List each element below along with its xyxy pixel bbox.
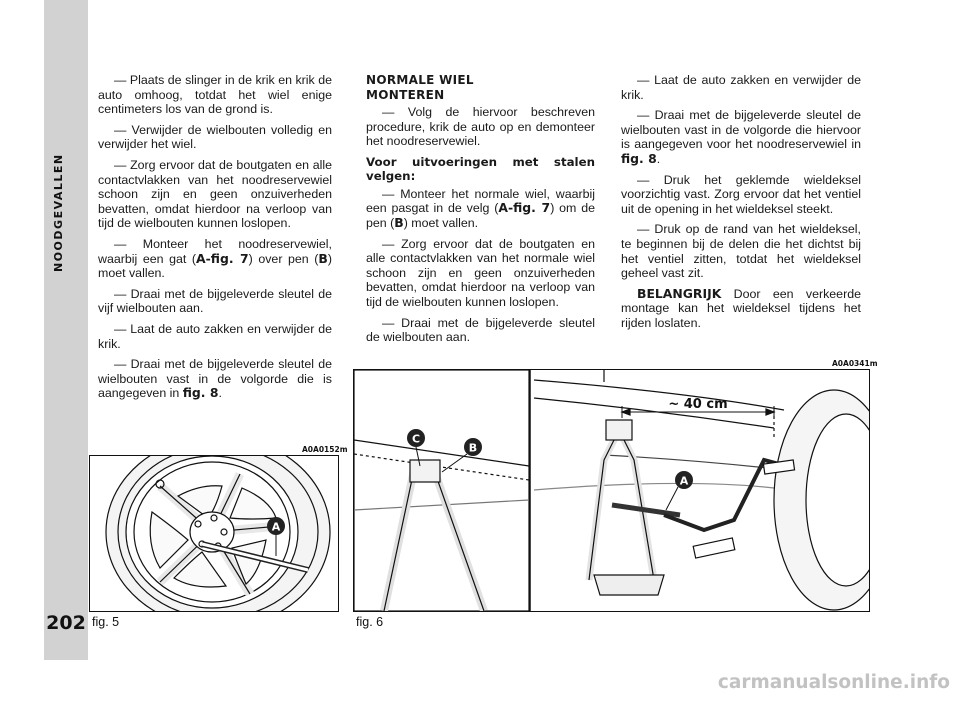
paragraph: — Draai met de bijgeleverde sleutel de wielbouten aan. bbox=[366, 315, 595, 345]
text-column-1 bbox=[98, 73, 332, 407]
figure-reference: A-fig. 7 bbox=[196, 250, 249, 266]
text-column-3 bbox=[621, 73, 861, 337]
heading-line: MONTEREN bbox=[366, 88, 445, 102]
paragraph bbox=[366, 187, 595, 231]
callout-c: C bbox=[411, 432, 421, 446]
text-run: . bbox=[656, 151, 661, 166]
text-run: — Monteer het normale wiel, waarbij een pasgat in de velg ( bbox=[366, 186, 595, 216]
section-title: NOODGEVALLEN bbox=[52, 153, 65, 272]
paragraph: — Laat de auto zakken en verwijder de krik. bbox=[621, 73, 861, 102]
subheading: Voor uitvoeringen met stalen velgen: bbox=[366, 154, 595, 184]
paragraph: — Draai met de bijgeleverde sleutel de vijf wielbouten aan. bbox=[98, 286, 332, 316]
callout-a: A bbox=[271, 520, 281, 534]
dimension-label: ~ 40 cm bbox=[668, 397, 728, 412]
part-reference: B bbox=[318, 250, 328, 266]
paragraph bbox=[621, 287, 861, 331]
figure-code: A0A0341m bbox=[832, 359, 878, 368]
paragraph bbox=[98, 357, 332, 401]
figure-code: A0A0152m bbox=[302, 445, 348, 454]
section-heading bbox=[366, 73, 595, 103]
heading-line: NORMALE WIEL bbox=[366, 73, 474, 87]
text-run: — Draai met de bijgeleverde sleutel de wielbouten vast in de volgorde die is aangegeven in bbox=[98, 357, 332, 401]
text-run: ) moet vallen. bbox=[98, 251, 333, 281]
paragraph: — Druk het geklemde wieldeksel voorzichtig vast. Zorg ervoor dat het ventiel uit de opening in het wieldeksel steekt. bbox=[621, 172, 861, 216]
callout-a: A bbox=[679, 474, 689, 488]
callout-b: B bbox=[468, 441, 478, 455]
text-run: ) over pen ( bbox=[248, 251, 319, 266]
page-number: 202 bbox=[46, 612, 86, 634]
figure-6-jack-illustration bbox=[353, 369, 870, 612]
text-run: Door een verkeerde montage kan het wieldeksel tijdens het rijden loslaten. bbox=[621, 286, 861, 330]
paragraph bbox=[98, 237, 332, 281]
figure-caption: fig. 6 bbox=[356, 615, 384, 629]
text-run: . bbox=[218, 386, 222, 401]
paragraph: — Druk op de rand van het wieldeksel, te beginnen bij de delen die het dichtst bij het ventiel zitten, totdat het wieldeksel geheel vast zit. bbox=[621, 222, 861, 281]
paragraph: — Volg de hiervoor beschreven procedure, krik de auto op en demonteer het noodreservewiel. bbox=[366, 105, 595, 149]
figure-reference: A-fig. 7 bbox=[498, 200, 551, 216]
text-run: — Draai met de bijgeleverde sleutel de wielbouten vast in de volgorde die hiervoor is aangegeven voor het noodreservewiel in bbox=[621, 108, 861, 152]
wheel-drawing bbox=[90, 456, 338, 611]
text-run: ) moet vallen. bbox=[403, 215, 479, 230]
paragraph: — Plaats de slinger in de krik en krik de auto omhoog, totdat het wiel enige centimeters los van de grond is. bbox=[98, 73, 332, 117]
watermark: carmanualsonline.info bbox=[717, 672, 950, 693]
figure-reference: fig. 8 bbox=[182, 385, 219, 401]
text-run: — Monteer het noodreservewiel, waarbij een gat ( bbox=[98, 236, 332, 266]
paragraph: — Zorg ervoor dat de boutgaten en alle contactvlakken van het noodreservewiel schoon zijn en geen onzuiverheden bevatten, omdat hierdoor na verloop van tijd de wielbouten kunnen loslopen. bbox=[98, 157, 332, 231]
figure-5-wheel-illustration bbox=[89, 455, 339, 612]
jack-drawing bbox=[354, 370, 869, 611]
figure-caption: fig. 5 bbox=[92, 615, 120, 629]
text-column-2 bbox=[366, 73, 595, 351]
important-label: BELANGRIJK bbox=[637, 285, 722, 301]
paragraph bbox=[621, 108, 861, 166]
paragraph: — Verwijder de wielbouten volledig en verwijder het wiel. bbox=[98, 122, 332, 152]
paragraph: — Zorg ervoor dat de boutgaten en alle contactvlakken van het normale wiel schoon zijn en geen onzuiverheden bevatten, omdat hierdoor na verloop van tijd de wielbouten kunnen loslopen. bbox=[366, 236, 595, 309]
paragraph: — Laat de auto zakken en verwijder de krik. bbox=[98, 321, 332, 351]
text-run: ) om de pen ( bbox=[366, 201, 595, 230]
figure-reference: fig. 8 bbox=[621, 150, 657, 166]
part-reference: B bbox=[394, 214, 404, 230]
